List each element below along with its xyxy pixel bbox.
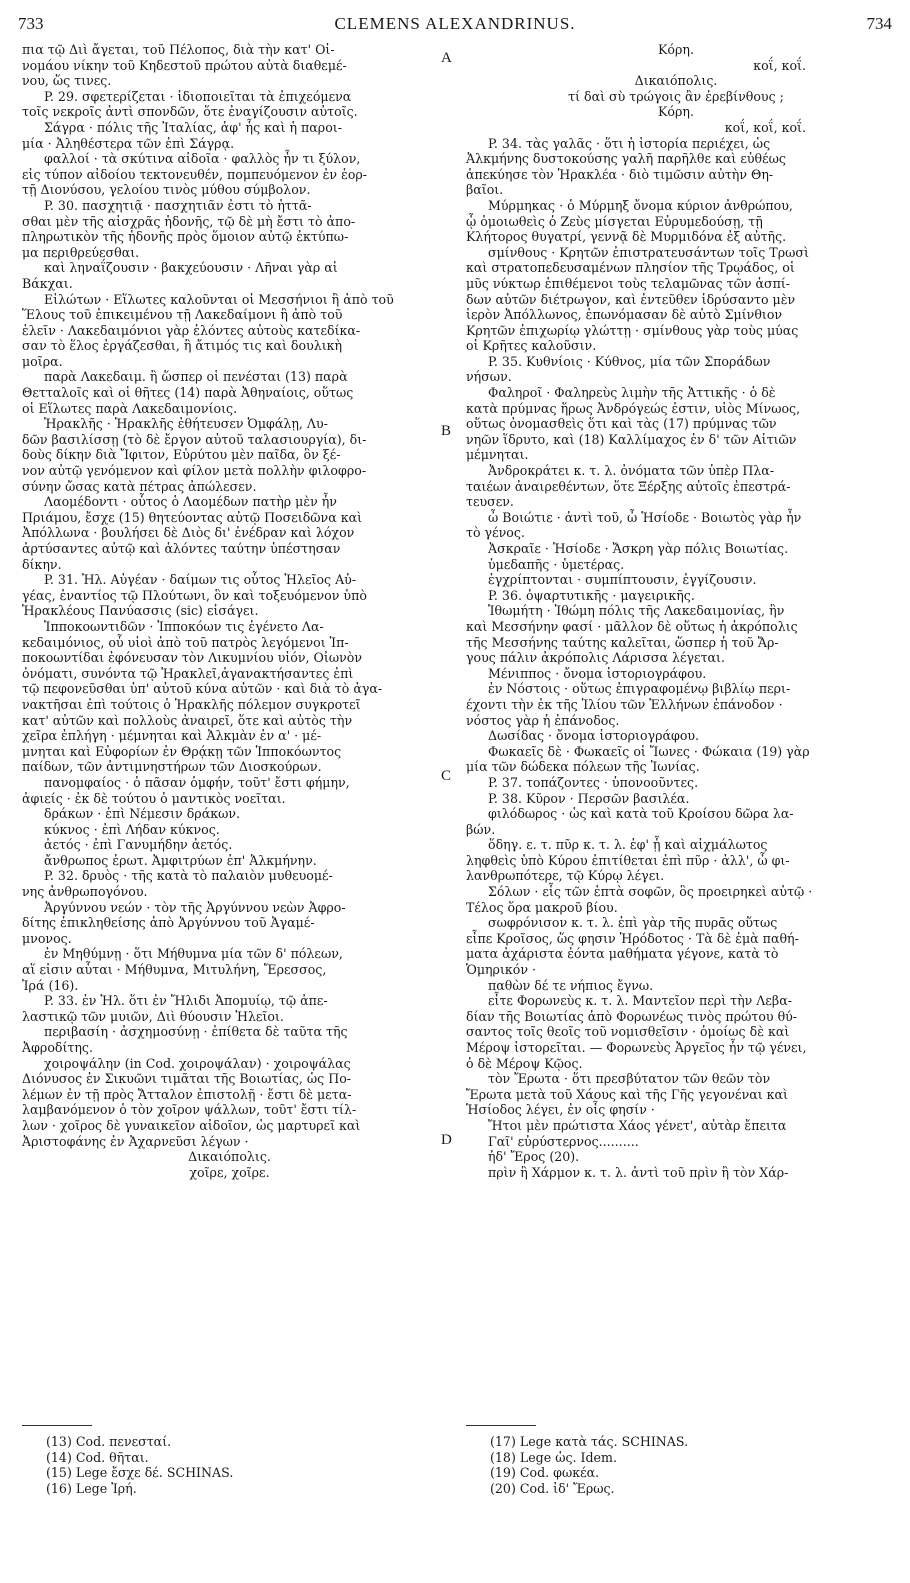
text-line: αἵ εἰσιν αὗται · Μήθυμνα, Μιτυλήνη, Ἔρεσσος, (22, 962, 327, 978)
text-line: Δικαιόπολις. (188, 1149, 271, 1165)
section-marker-b: B (441, 423, 452, 439)
text-line: τῷ πεφονεῦσθαι ὑπ' αὐτοῦ κύνα αὐτῶν · καὶ διὰ τὸ ἀγα- (22, 681, 383, 697)
text-line: χοῖρε, χοῖρε. (189, 1164, 270, 1180)
text-line: τὸν Ἔρωτα · ὅτι πρεσβύτατον τῶν θεῶν τὸν (488, 1071, 771, 1087)
text-line: ἀρτύσαντες αὐτῷ καὶ ἁλόντες ταύτην ὑπέστησαν (22, 541, 341, 556)
text-line: P. 38. Κῦρον · Περσῶν βασιλέα. (488, 790, 690, 806)
text-line: Ἡσίοδος λέγει, ἐν οἷς φησίν · (466, 1102, 655, 1118)
text-line: ἑλεῖν · Λακεδαιμόνιοι γὰρ ἑλόντες αὐτοὺς κατεδίκα- (22, 322, 361, 338)
text-line: Κρητῶν ἐπιχωρίῳ γλώττῃ · σμίνθους γὰρ τοὺς μύας (466, 322, 799, 338)
text-line: ἠδ' Ἔρος (20). (488, 1149, 580, 1165)
text-line: P. 34. τὰς γαλᾶς · ὅτι ἡ ἱστορία περιέχει, ὡς (488, 135, 771, 151)
text-line: Ἡρακλῆς · Ἡρακλῆς ἐθήτευσεν Ὀμφάλῃ, Λυ- (44, 416, 328, 432)
text-line: πια τῷ Διὶ ἄγεται, τοῦ Πέλοπος, διὰ τὴν κατ' Οἰ- (22, 42, 335, 57)
text-line: ταιέων ἀναιρεθέντων, ὅτε Ξέρξης αὐτοῖς ἐπεστρά- (466, 478, 791, 494)
text-line: (20) Cod. ἰδ' Ἔρως. (490, 1480, 615, 1496)
text-line: λαστικῷ τῶν μυιῶν, Διὶ θύουσιν Ἠλεῖοι. (22, 1008, 284, 1024)
text-line: Εἱλώτων · Εἵλωτες καλοῦνται οἱ Μεσσήνιοι ἢ ἀπὸ τοῦ (44, 291, 394, 307)
text-line: P. 32. δρυὸς · τῆς κατὰ τὸ παλαιὸν μυθευομέ- (44, 868, 333, 884)
text-line: P. 33. ἐν Ἠλ. ὅτι ἐν Ἤλιδι Ἀπομυίῳ, τῷ ἀπε- (44, 993, 328, 1009)
text-line: ληφθεὶς ὑπὸ Κύρου ἐπιτίθεται ἐπὶ πῦρ · ἀλλ', ὦ φι- (466, 852, 790, 868)
left-column (22, 42, 437, 1180)
text-line: Ἀνδροκράτει κ. τ. λ. ὀνόματα τῶν ὑπὲρ Πλα- (488, 463, 775, 479)
text-line: Δωσίδας · ὄνομα ἱστοριογράφου. (488, 728, 700, 744)
text-line: Σόλων · εἷς τῶν ἑπτὰ σοφῶν, ὃς προειρηκεὶ αὐτῷ · (488, 884, 813, 900)
text-line: Ἔρωτα μετὰ τοῦ Χάους καὶ τῆς Γῆς γεγονέναι καὶ (466, 1086, 788, 1102)
text-line: νον αὐτῷ γενόμενον καὶ φίλον μετὰ πολλὴν φιλοφρο- (22, 463, 367, 479)
text-line: δίαν τῆς Βοιωτίας ἀπὸ Φορωνέως τινὸς πρώτου θύ- (466, 1008, 798, 1024)
text-line: Μένιππος · ὄνομα ἱστοριογράφου. (488, 665, 707, 681)
text-line: εἶπε Κροῖσος, ὥς φησιν Ἡρόδοτος · Τὰ δὲ ἐμὰ παθή- (466, 930, 799, 946)
text-line: σθαι μὲν τῆς αἰσχρᾶς ἡδονῆς, τῷ δὲ μὴ ἔστι τὸ ἀπο- (22, 213, 356, 229)
text-line: Κόρη. (658, 42, 694, 57)
text-line: τῇ Διονύσου, γελοίου τινὸς μύθου σύμβολον. (22, 182, 311, 198)
text-line: Ἀσκραῖε · Ἡσίοδε · Ἄσκρη γὰρ πόλις Βοιωτίας. (488, 541, 789, 556)
text-line: κατ' αὐτῶν καὶ πολλοὺς ἀναιρεῖ, ὅτε καὶ αὐτὸς τὴν (22, 712, 353, 728)
footnote-rule-left (22, 1425, 92, 1426)
text-line: P. 30. πασχητιᾷ · πασχητιᾶν ἐστι τὸ ἡττᾶ- (44, 197, 312, 213)
section-marker-a: A (441, 50, 452, 66)
text-line: Κόρη. (658, 104, 694, 120)
text-line: Ἕλους τοῦ ἐπικειμένου τῇ Λακεδαίμονι ἢ ἀπὸ τοῦ (22, 307, 343, 323)
text-line: τί δαὶ σὺ τρώγοις ἂν ἐρεβίνθους ; (568, 88, 784, 104)
text-line: κοΐ, κοΐ. (753, 57, 806, 73)
text-line: P. 36. ὀψαρτυτικῆς · μαγειρικῆς. (488, 587, 695, 603)
text-line: μῦς νύκτωρ ἐπιθέμενοι τοὺς τελαμῶνας τῶν ἀσπί- (466, 275, 791, 291)
text-line: περιβασίη · ἀσχημοσύνῃ · ἐπίθετα δὲ ταῦτα τῆς (44, 1024, 348, 1040)
text-line: Ἀλκμήνης δυστοκούσης γαλῆ παρῆλθε καὶ εὐθέως (466, 151, 786, 167)
text-line: παίδων, τῶν ἀντιμνηστήρων τῶν Διοσκούρων. (22, 759, 322, 775)
text-line: Λαομέδοντι · οὗτος ὁ Λαομέδων πατὴρ μὲν ἦν (44, 494, 337, 510)
text-line: ὅδηγ. ε. τ. πῦρ κ. τ. λ. ἐφ' ᾗ καὶ αἰχμάλωτος (488, 837, 768, 853)
text-line: Κλήτορος θυγατρί, γεννᾷ δὲ Μυρμιδόνα ἐξ αὐτῆς. (466, 229, 787, 245)
text-line: χοιροψάλην (in Cod. χοιροψάλαν) · χοιροψάλας (44, 1055, 351, 1071)
text-line: Ἀριστοφάνης ἐν Ἀχαρνεῦσι λέγων · (22, 1133, 249, 1149)
text-line: τὸ γένος. (466, 525, 525, 541)
text-line: Γαῖ' εὐρύστερνος.......... (488, 1133, 639, 1149)
text-line: Διόνυσος ἐν Σικυῶνι τιμᾶται τῆς Βοιωτίας, ὡς Πο- (22, 1071, 352, 1087)
text-line: Θετταλοῖς καὶ οἱ θῆτες (14) παρὰ Ἀθηναίοις, οὕτως (22, 385, 354, 401)
text-line: βών. (466, 821, 496, 837)
text-line: ἐγχρίπτονται · συμπίπτουσιν, ἐγγίζουσιν. (488, 572, 757, 588)
text-line: ἀφιείς · ἐκ δὲ τούτου ὁ μαντικὸς νοεῖται. (22, 790, 286, 806)
text-line: δων αὐτῶν διέτρωγον, καὶ ἐντεῦθεν ἱδρύσαντο μὲν (466, 291, 796, 307)
text-line: σμίνθους · Κρητῶν ἐπιστρατευσάντων τοῖς Τρωσὶ (488, 244, 809, 260)
page-header (18, 14, 892, 38)
text-line: Σάγρα · πόλις τῆς Ἰταλίας, ἀφ' ἧς καὶ ἡ παροι- (44, 119, 342, 135)
text-line: ἐν Μηθύμνῃ · ὅτι Μήθυμνα μία τῶν δ' πόλεων, (44, 946, 343, 962)
text-line: λανθρωπότερε, τῷ Κύρῳ λέγει. (466, 868, 665, 884)
text-line: Ἀπόλλωνα · βουλήσει δὲ Διὸς δι' ἐνέδραν καὶ λόχον (22, 525, 355, 541)
text-line: ὀνόματι, συνόντα τῷ Ἡρακλεῖ,ἀγανακτήσαντες ἐπὶ (22, 665, 354, 681)
text-line: ποκοωντίδαι ἐφόνευσαν τὸν Λικυμνίου υἱόν, Οἰωνὸν (22, 650, 362, 666)
text-line: (18) Lege ὡς. Idem. (490, 1449, 617, 1465)
text-line: νης ἀνθρωπογόνου. (22, 884, 148, 900)
text-line: σαντος τοῖς θεοῖς τοῦ νομισθεῖσιν · ὁμοίως δὲ καὶ (466, 1024, 790, 1040)
text-line: νηῶν ἵδρυτο, καὶ (18) Καλλίμαχος ἐν δ' τῶν Αἰτιῶν (466, 431, 797, 447)
text-line: Ἀργύννου νεών · τὸν τῆς Ἀργύννου νεὼν Ἀφρο- (44, 899, 346, 915)
text-line: βαῖοι. (466, 182, 504, 198)
text-line: κοΐ, κοΐ, κοΐ. (724, 119, 806, 135)
text-line: δοὺς δίκην διὰ Ἴφιτον, Εὐρύτου μὲν παῖδα, ὃν ξέ- (22, 447, 341, 463)
text-line: ἐν Νόστοις · οὕτως ἐπιγραφομένῳ βιβλίῳ περι- (488, 681, 791, 697)
text-line: λέμων ἐν τῇ πρὸς Ἄτταλον ἐπιστολῇ · ἔστι δὲ μετα- (22, 1086, 352, 1102)
text-line: (15) Lege ἔσχε δέ. SCHINAS. (46, 1465, 234, 1481)
text-line: ᾧ ὁμοιωθεὶς ὁ Ζεὺς μίσγεται Εὐρυμεδούσῃ, τῇ (466, 213, 763, 229)
text-line: (19) Cod. φωκέα. (490, 1465, 600, 1481)
footnotes-left (46, 1434, 426, 1496)
text-line: τοῖς νεκροῖς ἀντὶ σπονδῶν, ὅτε ἐναγίζουσιν αὐτοῖς. (22, 104, 358, 120)
text-line: γέας, ἐναντίος τῷ Πλούτωνι, ὃν καὶ τοξευόμενον ὑπὸ (22, 587, 367, 603)
text-line: έχοντι τὴν ἐκ τῆς Ἰλίου τῶν Ἑλλήνων ἐπάνοδον · (466, 696, 783, 712)
text-line: ὑμεδαπῆς · ὑμετέρας. (488, 556, 625, 572)
text-line: νακτῆσαι ἐπὶ τούτοις ὁ Ἡρακλῆς πόλεμον συγκροτεῖ (22, 696, 361, 712)
right-column (466, 42, 886, 1180)
text-line: κεδαιμόνιος, οὗ υἱοὶ ἀπὸ τοῦ πατρὸς λεγόμενοι Ἱπ- (22, 634, 349, 650)
text-line: ὦ Βοιώτιε · ἀντὶ τοῦ, ὦ Ἡσίοδε · Βοιωτὸς γὰρ ἦν (488, 509, 802, 525)
text-line: P. 35. Κυθνίοις · Κύθνος, μία τῶν Σποράδων (488, 353, 771, 369)
text-line: Ἡρακλέους Πανύασσις (sic) εἰσάγει. (22, 603, 259, 619)
text-line: μέμνηται. (466, 447, 529, 463)
text-line: οὕτως ὀνομασθεὶς ὅτι καὶ τὰς (17) πρύμνας τῶν (466, 416, 777, 432)
text-line: εἰς τύπον αἰδοίου τεκτονευθέν, πομπευόμενον ἐν ἑορ- (22, 166, 368, 182)
text-line: Ὁμηρικόν · (466, 962, 537, 978)
text-line: φαλλοί · τὰ σκύτινα αἰδοῖα · φαλλὸς ἦν τι ξύλον, (44, 151, 361, 167)
text-line: καὶ στρατοπεδευσαμένων πλησίον τῆς Τρῳάδος, οἱ (466, 260, 795, 276)
text-line: μνονος. (22, 930, 72, 946)
text-line: Ἀφροδίτης. (22, 1040, 93, 1055)
text-line: Ἤτοι μὲν πρώτιστα Χάος γένετ', αὐτὰρ ἔπειτα (488, 1117, 787, 1133)
text-line: ἱερὸν Ἀπόλλωνος, ἐπωνόμασαν δὲ αὐτὸ Σμίνθιον (466, 307, 783, 323)
page-number-left: 733 (18, 14, 44, 33)
text-line: πληρωτικὸν τῆς ἡδονῆς πρὸς ὅμοιον αὐτῷ ἐκτύπω- (22, 229, 349, 245)
text-line: ὁ δὲ Μέροψ Κῷος. (466, 1055, 583, 1071)
text-line: μοῖρα. (22, 353, 63, 369)
text-line: ἄνθρωπος ἐρωτ. Ἀμφιτρύων ἐπ' Ἀλκμήνην. (44, 852, 317, 868)
text-line: σωφρόνισον κ. τ. λ. ἐπὶ γὰρ τῆς πυρᾶς οὕτως (488, 915, 778, 931)
text-line: νομάου νίκην τοῦ Κηδεστοῦ πρώτου αὐτὰ διαθεμέ- (22, 57, 347, 73)
text-line: (16) Lege Ἰρή. (46, 1480, 137, 1496)
text-line: μνηται καὶ Εὐφορίων ἐν Θρᾴκῃ τῶν Ἱπποκόωντος (22, 743, 342, 759)
text-line: πανομφαίος · ὁ πᾶσαν ὀμφήν, τοῦτ' ἔστι φήμην, (44, 774, 350, 790)
text-line: Δικαιόπολις. (634, 73, 718, 89)
text-line: P. 31. Ἠλ. Αὐγέαν · δαίμων τις οὗτος Ἠλεῖος Αὐ- (44, 572, 357, 588)
text-line: παρὰ Λακεδαιμ. ἢ ὥσπερ οἱ πενέσται (13) παρὰ (44, 369, 348, 385)
section-marker-c: C (441, 768, 452, 784)
text-line: (14) Cod. θῆται. (46, 1449, 149, 1465)
text-line: Βάκχαι. (22, 275, 73, 291)
text-line: μία τῶν δώδεκα πόλεων τῆς Ἰωνίας. (466, 759, 700, 775)
text-line: χεῖρα ἐπλήγη · μέμνηται καὶ Ἀλκμὰν ἐν α' · μέ- (22, 728, 322, 744)
text-line: παθὼν δέ τε νήπιος ἔγνω. (488, 977, 654, 993)
text-line: καὶ Μεσσήνην φασί · μᾶλλον δὲ οὕτως ἡ ἀκρόπολις (466, 618, 798, 634)
text-line: (17) Lege κατὰ τάς. SCHINAS. (490, 1434, 689, 1449)
text-line: δράκων · ἐπὶ Νέμεσιν δράκων. (44, 806, 241, 822)
running-title: CLEMENS ALEXANDRINUS. (334, 14, 576, 33)
footnote-rule-right (466, 1425, 536, 1426)
text-line: σύνην ὤσας κατὰ πέτρας ἀπώλεσεν. (22, 478, 257, 494)
text-line: ἀετός · ἐπὶ Γανυμήδην ἀετός. (44, 837, 233, 853)
text-line: Φαληροῖ · Φαληρεὺς λιμὴν τῆς Ἀττικῆς · ὁ δὲ (488, 385, 776, 401)
text-line: δίτης ἐπικληθείσης ἀπὸ Ἀργύννου τοῦ Ἀγαμέ- (22, 915, 315, 931)
text-line: γους πάλιν ἀκρόπολις Λάρισσα λέγεται. (466, 650, 725, 666)
text-line: τευσεν. (466, 494, 514, 510)
text-line: P. 29. σφετερίζεται · ἰδιοποιεῖται τὰ ἐπιχεόμενα (44, 88, 352, 104)
text-line: Ἰρά (16). (22, 977, 79, 993)
text-line: Ἱπποκοωντιδῶν · Ἱπποκόων τις ἐγένετο Λα- (44, 618, 324, 634)
text-line: κατὰ πρύμνας ἥρως Ἀνδρόγεώς ἐστιν, υἱὸς Μίνωος, (466, 400, 801, 416)
text-line: οἱ Κρῆτες καλοῦσιν. (466, 338, 597, 354)
text-line: (13) Cod. πενεσταί. (46, 1434, 172, 1449)
text-line: νόστος γὰρ ἡ ἐπάνοδος. (466, 712, 620, 728)
footnotes-right (490, 1434, 870, 1496)
text-line: ἀπεκύησε τὸν Ἡρακλέα · διὸ τιμῶσιν αὐτὴν Θη- (466, 166, 774, 182)
text-line: ματα ἀχάριστα ἐόντα μαθήματα γέγονε, κατὰ τὸ (466, 946, 779, 962)
text-line: λαμβανόμενον ὁ τὸν χοῖρον ψάλλων, τοῦτ' ἔστι τίλ- (22, 1102, 357, 1118)
text-line: δῶν βασιλίσσῃ (τὸ δὲ ἔργον αὐτοῦ ταλασιουργία), δι- (22, 431, 367, 447)
text-line: δίκην. (22, 556, 62, 572)
text-line: Μέροψ ἱστορεῖται. — Φορωνεὺς Ἀργεῖος ἦν τῷ γένει, (466, 1040, 807, 1055)
text-line: μα περιθρεύεσθαι. (22, 244, 140, 260)
text-line: τῆς Μεσσήνης ταύτης καλεῖται, ὥσπερ ἡ τοῦ Ἄρ- (466, 634, 779, 650)
text-line: μία · Ἀληθέστερα τῶν ἐπὶ Σάγρᾳ. (22, 135, 235, 151)
text-line: Φωκαεῖς δὲ · Φωκαεῖς οἱ Ἴωνες · Φώκαια (19) γὰρ (488, 743, 810, 759)
section-marker-d: D (441, 1132, 452, 1148)
text-line: φιλόδωρος · ὡς καὶ κατὰ τοῦ Κροίσου δῶρα λα- (488, 806, 794, 822)
text-line: νήσων. (466, 369, 512, 385)
text-line: Μύρμηκας · ὁ Μύρμηξ ὄνομα κύριον ἀνθρώπου, (488, 197, 793, 213)
page-number-right: 734 (866, 14, 892, 33)
text-line: Πριάμου, ἔσχε (15) θητεύοντας αὐτῷ Ποσειδῶνα καὶ (22, 509, 363, 525)
text-line: νου, ὥς τινες. (22, 73, 112, 89)
text-line: πρὶν ἢ Χάρμον κ. τ. λ. ἀντὶ τοῦ πρὶν ἢ τὸν Χάρ- (488, 1164, 789, 1180)
text-line: κύκνος · ἐπὶ Λήδαν κύκνος. (44, 821, 220, 837)
text-line: οἱ Εἵλωτες παρὰ Λακεδαιμονίοις. (22, 400, 238, 416)
text-line: σαν τὸ ἕλος ἐργάζεσθαι, ἢ ἄτιμός τις καὶ δουλικὴ (22, 338, 343, 354)
text-line: P. 37. τοπάζοντες · ὑπονοοῦντες. (488, 774, 699, 790)
text-line: Ἰθωμήτη · Ἰθώμη πόλις τῆς Λακεδαιμονίας, ἣν (488, 603, 785, 619)
text-line: λων · χοῖρος δὲ γυναικεῖον αἰδοῖον, ὡς μαρτυρεῖ καὶ (22, 1117, 361, 1133)
text-line: εἶτε Φορωνεὺς κ. τ. λ. Μαντεῖον περὶ τὴν Λεβα- (488, 993, 792, 1009)
text-line: καὶ ληναΐζουσιν · βακχεύουσιν · Λῆναι γὰρ αἱ (44, 260, 338, 276)
text-line: Τέλος ὅρα μακροῦ βίου. (466, 899, 618, 915)
